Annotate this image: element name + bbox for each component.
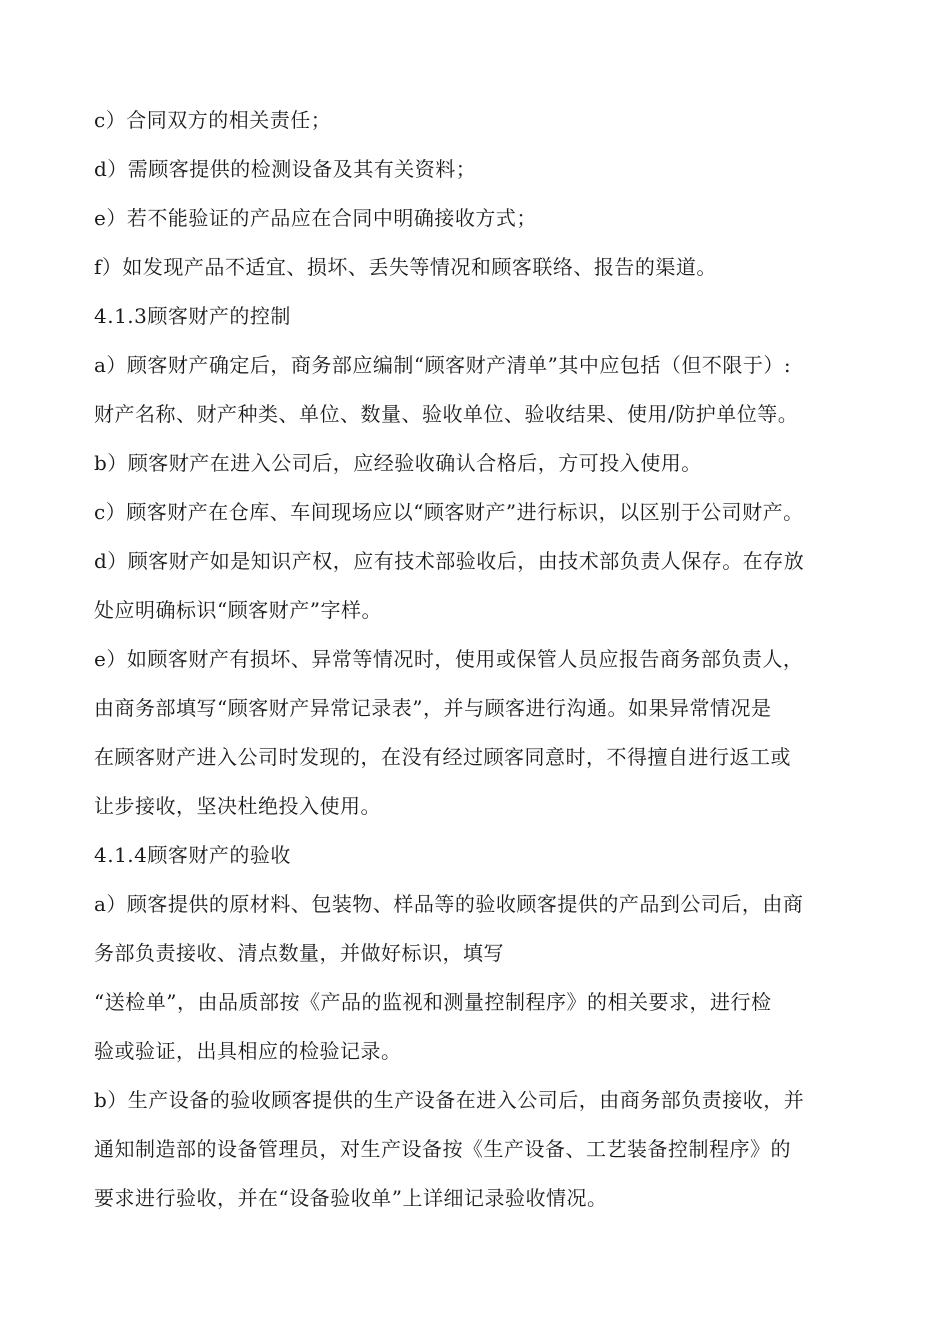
text-line: 由商务部填写“顾客财产异常记录表”，并与顾客进行沟通。如果异常情况是 (94, 696, 772, 720)
text-line: 务部负责接收、清点数量，并做好标识，填写 (94, 941, 504, 965)
text-line: “送检单”，由品质部按《产品的监视和测量控制程序》的相关要求，进行检 (94, 990, 772, 1014)
text-line: 财产名称、财产种类、单位、数量、验收单位、验收结果、使用/防护单位等。 (94, 402, 799, 426)
text-line: 验或验证，出具相应的检验记录。 (94, 1039, 402, 1063)
text-line: e）若不能验证的产品应在合同中明确接收方式； (94, 206, 537, 230)
text-line: f）如发现产品不适宜、损坏、丢失等情况和顾客联络、报告的渠道。 (94, 255, 717, 279)
section-heading: 4.1.3顾客财产的控制 (94, 304, 291, 328)
text-line: d）需顾客提供的检测设备及其有关资料； (94, 157, 477, 181)
text-line: a）顾客提供的原材料、包装物、样品等的验收顾客提供的产品到公司后，由商 (94, 892, 804, 916)
text-line: e）如顾客财产有损坏、异常等情况时，使用或保管人员应报告商务部负责人， (94, 647, 804, 671)
document-body (94, 96, 894, 1223)
text-line: c）合同双方的相关责任； (94, 108, 332, 132)
text-line: 要求进行验收，并在“设备验收单”上详细记录验收情况。 (94, 1186, 608, 1210)
text-line: a）顾客财产确定后，商务部应编制“顾客财产清单”其中应包括（但不限于）: (94, 353, 792, 377)
section-heading: 4.1.4顾客财产的验收 (94, 843, 291, 867)
text-line: b）顾客财产在进入公司后，应经验收确认合格后，方可投入使用。 (94, 451, 702, 475)
text-line: d）顾客财产如是知识产权，应有技术部验收后，由技术部负责人保存。在存放 (94, 549, 805, 573)
text-line: 通知制造部的设备管理员，对生产设备按《生产设备、工艺装备控制程序》的 (94, 1137, 791, 1161)
text-line: 在顾客财产进入公司时发现的，在没有经过顾客同意时，不得擅自进行返工或 (94, 745, 791, 769)
text-line: 让步接收，坚决杜绝投入使用。 (94, 794, 381, 818)
text-line: c）顾客财产在仓库、车间现场应以“顾客财产”进行标识，以区别于公司财产。 (94, 500, 804, 524)
text-line: b）生产设备的验收顾客提供的生产设备在进入公司后，由商务部负责接收，并 (94, 1088, 805, 1112)
text-line: 处应明确标识“顾客财产”字样。 (94, 598, 382, 622)
